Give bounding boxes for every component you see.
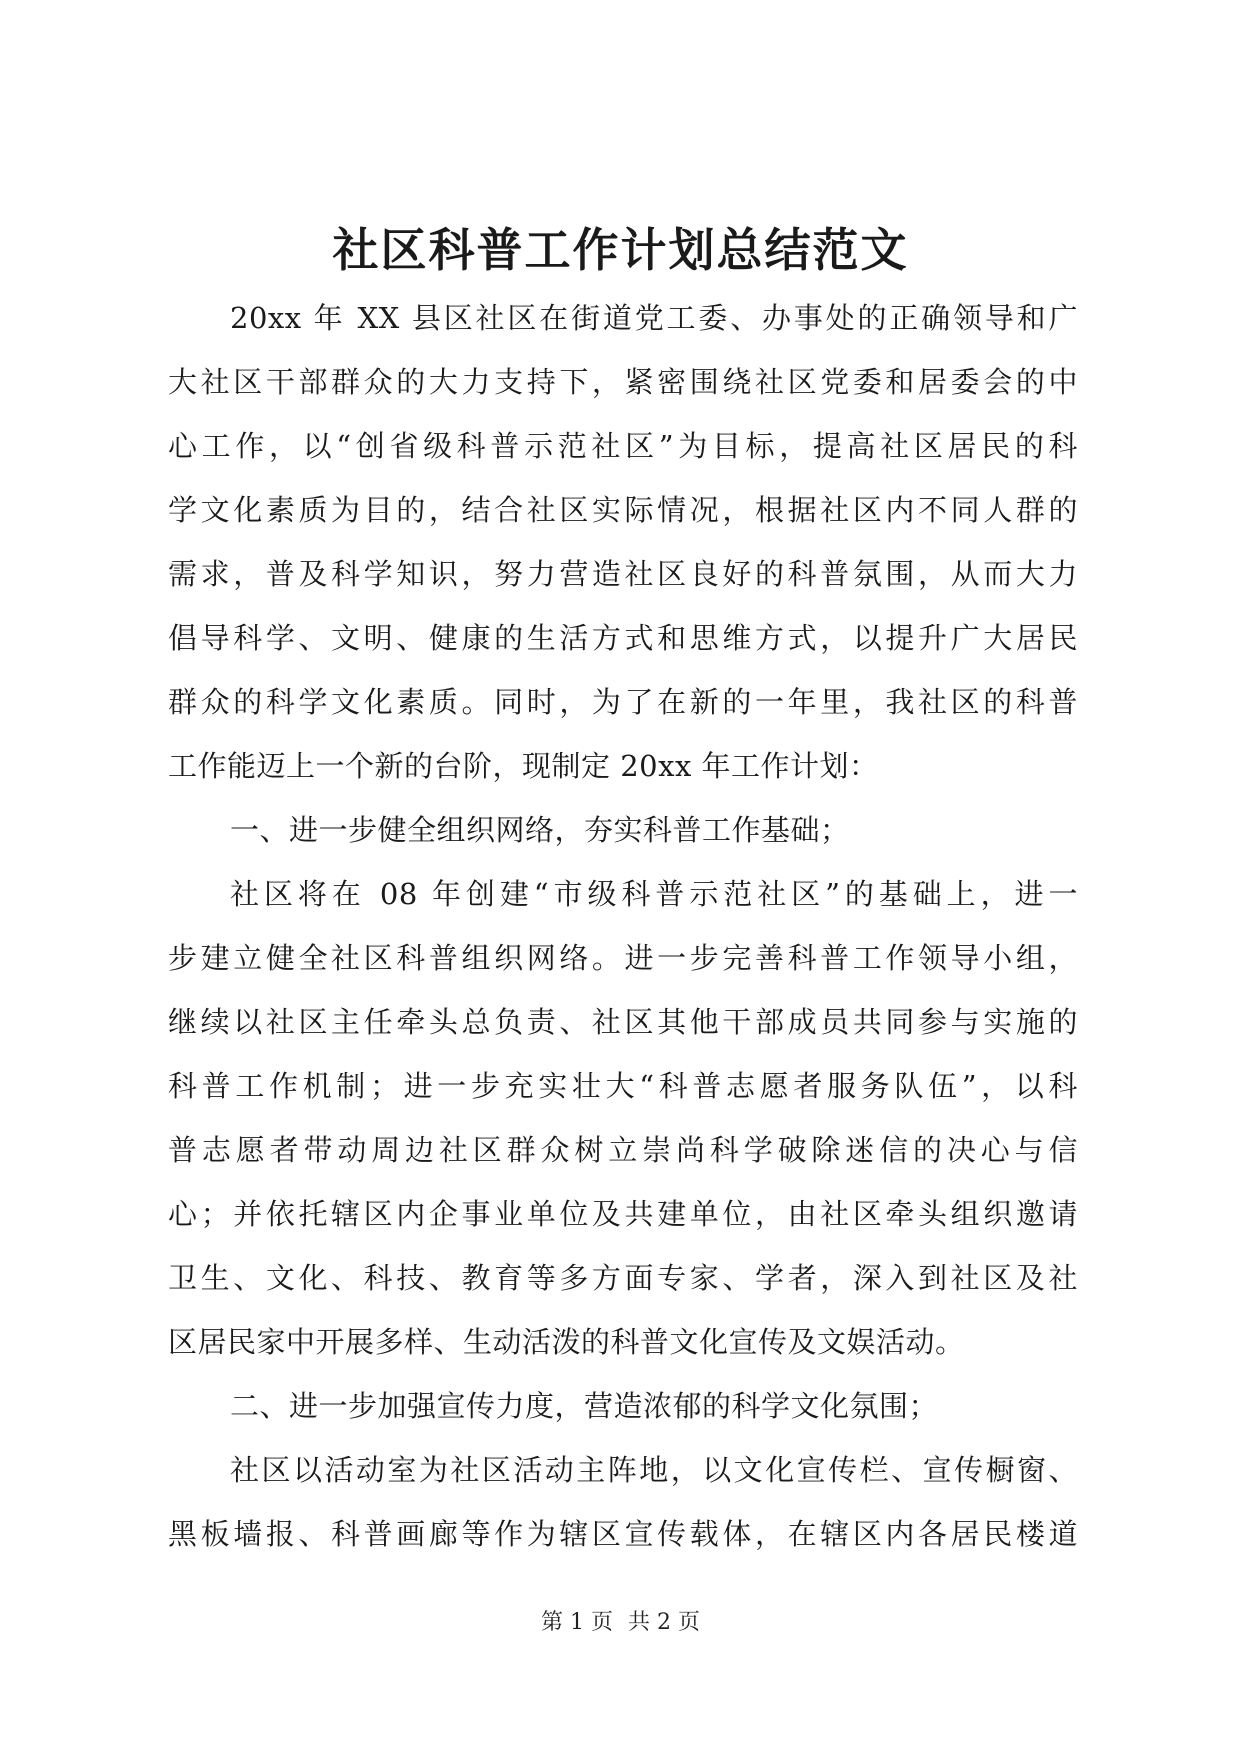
text-line: 心；并依托辖区内企事业单位及共建单位，由社区牵头组织邀请 [168, 1197, 1078, 1231]
text-line: 步建立健全社区科普组织网络。进一步完善科普工作领导小组， [168, 941, 1078, 975]
text-line: 区居民家中开展多样、生动活泼的科普文化宣传及文娱活动。 [168, 1325, 965, 1359]
text-line: 群众的科学文化素质。同时，为了在新的一年里，我社区的科普 [168, 685, 1078, 719]
text-line: 20xx 年 XX 县区社区在街道党工委、办事处的正确领导和广 [230, 301, 1078, 335]
text-line: 心工作，以“创省级科普示范社区”为目标，提高社区居民的科 [168, 429, 1078, 463]
text-line: 倡导科学、文明、健康的生活方式和思维方式，以提升广大居民 [168, 621, 1078, 655]
page-total: 共 2 页 [628, 1610, 700, 1635]
text-line: 普志愿者带动周边社区群众树立崇尚科学破除迷信的决心与信 [168, 1133, 1078, 1167]
text-line: 社区将在 08 年创建“市级科普示范社区”的基础上，进一 [230, 877, 1078, 911]
page-number: 第 1 页 [541, 1610, 613, 1635]
text-line: 学文化素质为目的，结合社区实际情况，根据社区内不同人群的 [168, 493, 1078, 527]
text-line: 黑板墙报、科普画廊等作为辖区宣传载体，在辖区内各居民楼道 [168, 1517, 1078, 1551]
text-line: 社区以活动室为社区活动主阵地，以文化宣传栏、宣传橱窗、 [230, 1453, 1078, 1487]
text-line: 二、进一步加强宣传力度，营造浓郁的科学文化氛围； [230, 1389, 939, 1423]
text-line: 卫生、文化、科技、教育等多方面专家、学者，深入到社区及社 [168, 1261, 1078, 1295]
text-line: 科普工作机制；进一步充实壮大“科普志愿者服务队伍”，以科 [168, 1069, 1078, 1103]
document-body [168, 286, 1078, 1566]
text-line: 继续以社区主任牵头总负责、社区其他干部成员共同参与实施的 [168, 1005, 1078, 1039]
page-footer [0, 1608, 1241, 1638]
text-line: 一、进一步健全组织网络，夯实科普工作基础； [230, 813, 850, 847]
document-title: 社区科普工作计划总结范文 [332, 223, 909, 277]
text-line: 大社区干部群众的大力支持下，紧密围绕社区党委和居委会的中 [168, 365, 1078, 399]
text-line: 工作能迈上一个新的台阶，现制定 20xx 年工作计划： [168, 749, 879, 783]
text-line: 需求，普及科学知识，努力营造社区良好的科普氛围，从而大力 [168, 557, 1078, 591]
